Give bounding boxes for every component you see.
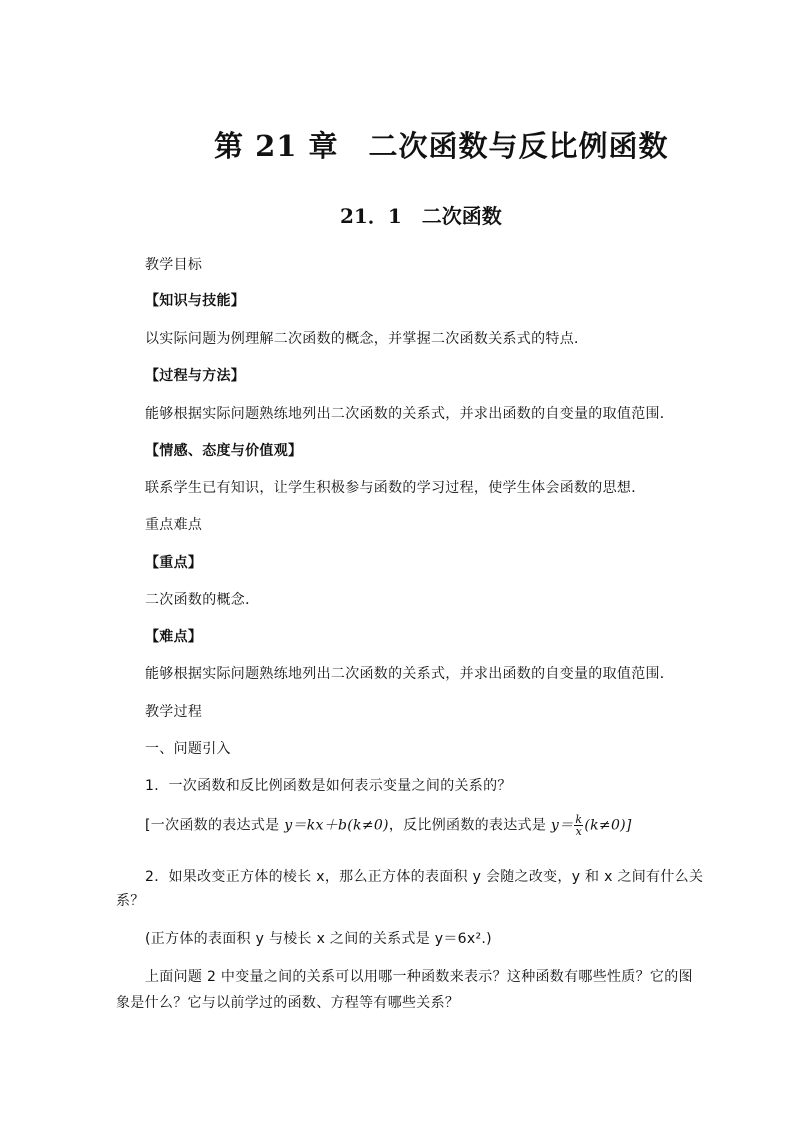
part-one-heading: 一、问题引入 — [145, 741, 231, 757]
emotion-label: 【情感、态度与价值观】 — [145, 443, 303, 459]
process-text: 能够根据实际问题熟练地列出二次函数的关系式，并求出函数的自变量的取值范围． — [145, 406, 675, 422]
chapter-title: 第 21 章 二次函数与反比例函数 — [214, 129, 669, 163]
inverse-formula-rhs: (k≠0)] — [584, 817, 632, 834]
knowledge-text: 以实际问题为例理解二次函数的概念，并掌握二次函数关系式的特点． — [145, 331, 589, 347]
key-text: 二次函数的概念． — [145, 592, 260, 608]
answer-1-part-1: [一次函数的表达式是 — [145, 817, 285, 834]
answer-1-part-2: ，反比例函数的表达式是 — [388, 817, 551, 834]
objectives-heading: 教学目标 — [145, 257, 203, 273]
keypoints-heading: 重点难点 — [145, 517, 203, 533]
difficulty-text: 能够根据实际问题熟练地列出二次函数的关系式，并求出函数的自变量的取值范围． — [145, 666, 675, 682]
question-2-line-2: 系？ — [116, 893, 145, 909]
key-label: 【重点】 — [145, 555, 203, 571]
question-2-line-1: 2．如果改变正方体的棱长 x，那么正方体的表面积 y 会随之改变，y 和 x 之间有什么关 — [145, 869, 704, 885]
paragraph-line-2: 象是什么？它与以前学过的函数、方程等有哪些关系？ — [116, 995, 460, 1011]
difficulty-label: 【难点】 — [145, 629, 203, 645]
question-1: 1．一次函数和反比例函数是如何表示变量之间的关系的？ — [145, 778, 512, 794]
process-heading: 教学过程 — [145, 704, 203, 720]
linear-formula: y＝kx＋b(k≠0) — [284, 817, 389, 834]
answer-1 — [145, 814, 632, 837]
paragraph-line-1: 上面问题 2 中变量之间的关系可以用哪一种函数来表示？这种函数有哪些性质？它的图 — [145, 969, 693, 985]
process-label: 【过程与方法】 — [145, 368, 246, 384]
fraction-numerator: k — [575, 813, 583, 826]
section-title: 21．1 二次函数 — [340, 204, 502, 228]
fraction-denominator: x — [575, 825, 583, 838]
inverse-formula-lhs: y＝ — [550, 817, 574, 834]
inverse-fraction — [574, 814, 583, 837]
emotion-text: 联系学生已有知识，让学生积极参与函数的学习过程，使学生体会函数的思想． — [145, 480, 646, 496]
answer-2: (正方体的表面积 y 与棱长 x 之间的关系式是 y＝6x².) — [145, 931, 492, 947]
knowledge-label: 【知识与技能】 — [145, 293, 246, 309]
